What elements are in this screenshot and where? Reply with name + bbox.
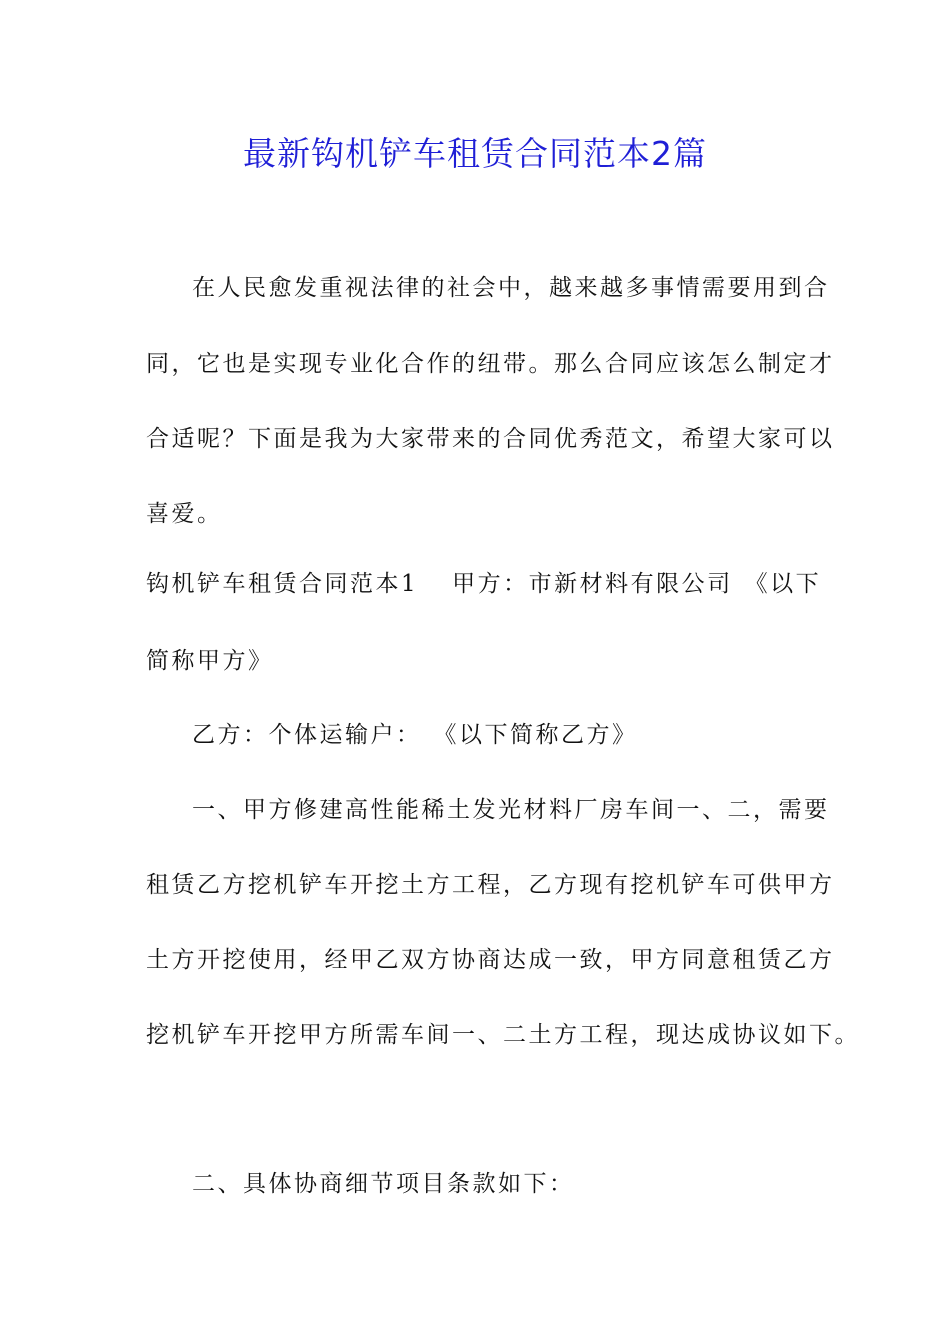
intro-line-4: 喜爱。: [146, 501, 223, 527]
party-a-note: 《以下: [744, 571, 822, 597]
contract-heading-line: [146, 566, 821, 602]
clause-one-line-2: 租赁乙方挖机铲车开挖土方工程，乙方现有挖机铲车可供甲方: [146, 872, 835, 898]
clause-two-heading: 二、具体协商细节项目条款如下：: [192, 1171, 575, 1197]
clause-one-line-1: 一、甲方修建高性能稀土发光材料厂房车间一、二，需要: [192, 797, 830, 823]
party-b-label: 乙方：个体运输户：: [192, 722, 422, 748]
intro-line-2: 同，它也是实现专业化合作的纽带。那么合同应该怎么制定才: [146, 351, 835, 377]
clause-one-line-4: 挖机铲车开挖甲方所需车间一、二土方工程，现达成协议如下。: [146, 1022, 860, 1048]
clause-one-line-3: 土方开挖使用，经甲乙双方协商达成一致，甲方同意租赁乙方: [146, 947, 835, 973]
party-b-note: 《以下简称乙方》: [433, 722, 638, 748]
intro-line-3: 合适呢？下面是我为大家带来的合同优秀范文，希望大家可以: [146, 426, 835, 452]
intro-line-1: 在人民愈发重视法律的社会中，越来越多事情需要用到合: [192, 275, 830, 301]
party-a-note-continued: 简称甲方》: [146, 648, 274, 674]
contract-heading: 钩机铲车租赁合同范本1: [146, 571, 419, 597]
party-b-line: [192, 717, 638, 753]
party-a-label: 甲方：市新材料有限公司: [452, 571, 733, 597]
document-title: 最新钩机铲车租赁合同范本2篇: [243, 134, 707, 173]
